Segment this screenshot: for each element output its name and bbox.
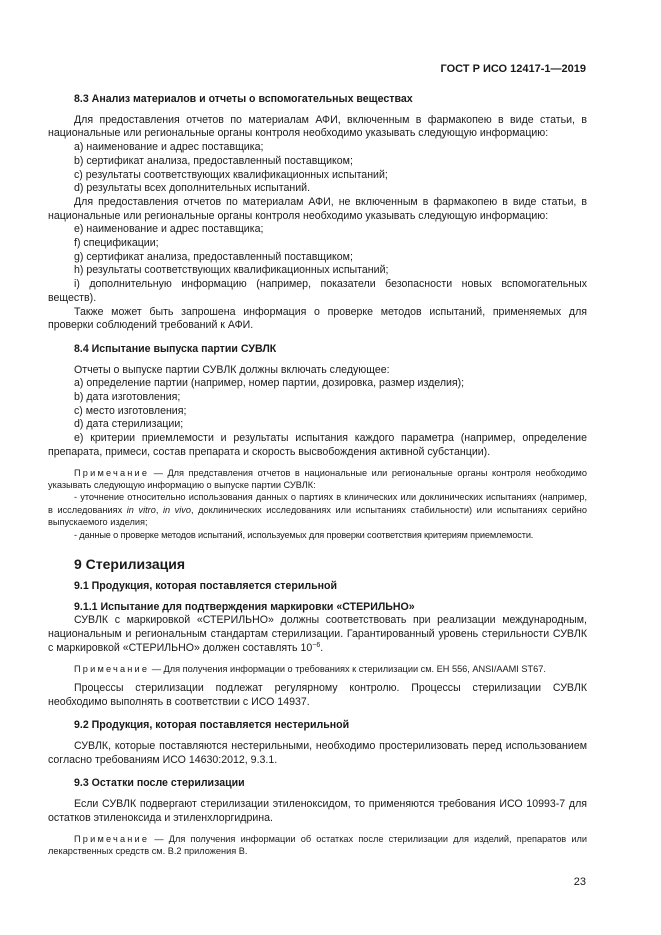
s83-paragraph-1: Для предоставления отчетов по материалам АФИ, включенным в фармакопею в виде статьи, в национальные или региональные органы контроля необходимо указывать следующую информацию: — [48, 113, 587, 140]
list-item: a) определение партии (например, номер партии, дозировка, размер изделия); — [74, 377, 465, 390]
list-item: g) сертификат анализа, предоставленный поставщиком; — [74, 250, 353, 263]
list-item-i: i) дополнительную информацию (например, показатели безопасности новых вспомогательных веществ). — [48, 278, 587, 304]
section-9-2-title: 9.2 Продукция, которая поставляется нестерильной — [74, 719, 350, 732]
s83-paragraph-2: Для предоставления отчетов по материалам АФИ, не включенным в фармакопею в виде статьи, в национальные или региональные органы контроля необходимо указывать следующую информацию: — [48, 195, 587, 222]
list-item: f) спецификации; — [74, 237, 159, 250]
note-label: Примечание — [74, 663, 150, 674]
standard-designation: ГОСТ Р ИСО 12417-1—2019 — [440, 63, 586, 75]
list-item: a) наименование и адрес поставщика; — [74, 141, 264, 154]
list-item-e: e) критерии приемлемости и результаты испытания каждого параметра (например, определение препарата, примеси, состав препарата и скорость высвобождения активной субстанции). — [48, 432, 587, 458]
list-item: d) результаты всех дополнительных испытаний. — [74, 182, 311, 195]
s93-note — [48, 833, 587, 858]
list-item: b) дата изготовления; — [74, 391, 181, 404]
note-label: Примечание — [74, 467, 150, 478]
note-text: — Для получения информации об остатках после стерилизации для изделий, препаратов или лекарственных средств см. В.2 приложения В. — [48, 833, 587, 856]
list-item: h) результаты соответствующих квалификационных испытаний; — [74, 264, 389, 277]
section-9-1-1-title: 9.1.1 Испытание для подтверждения маркировки «СТЕРИЛЬНО» — [74, 600, 415, 613]
s83-paragraph-3: Также может быть запрошена информация о проверке методов испытаний, применяемых для проверки соблюдений требований к АФИ. — [48, 305, 587, 332]
section-8-3-title: 8.3 Анализ материалов и отчеты о вспомогательных веществах — [74, 93, 413, 105]
section-9-1-title: 9.1 Продукция, которая поставляется стерильной — [74, 580, 337, 593]
s84-note — [48, 467, 587, 492]
note-label: Примечание — [74, 833, 150, 844]
note-text: — Для представления отчетов в национальные или региональные органы контроля необходимо указывать следующую информацию о выпуске партии СУВЛК: — [48, 467, 587, 490]
list-item: c) место изготовления; — [74, 404, 187, 417]
s92-paragraph: СУВЛК, которые поставляются нестерильными, необходимо простерилизовать перед использованием согласно требованиям ИСО 14630:2012, 9.3.1. — [48, 740, 587, 766]
list-item: c) результаты соответствующих квалификационных испытаний; — [74, 168, 388, 181]
s84-note-bullet-2: - данные о проверке методов испытаний, используемых для проверки соответствия критериям приемлемости. — [74, 529, 534, 540]
page-number: 23 — [573, 876, 586, 888]
section-9-title: 9 Стерилизация — [74, 556, 186, 573]
page-content — [48, 93, 587, 857]
s911-paragraph-2: Процессы стерилизации подлежат регулярному контролю. Процессы стерилизации СУВЛК необходимо выполнять в соответствии с ИСО 14937. — [48, 681, 587, 708]
note-text: — Для получения информации о требованиях к стерилизации см. ЕН 556, ANSI/AAMI ST67. — [149, 663, 546, 674]
section-9-3-title: 9.3 Остатки после стерилизации — [74, 777, 245, 790]
s84-note-bullet-1: - уточнение относительно использования данных о партиях в клинических или доклинических испытаниях (например, в исследованиях in vitro, in vivo, доклинических исследованиях или испытаниях стабильности) или испытаниях серийно выпускаемого изделия; — [48, 492, 587, 528]
list-item: e) наименование и адрес поставщика; — [74, 223, 264, 236]
list-item: b) сертификат анализа, предоставленный поставщиком; — [74, 154, 353, 167]
section-8-4-title: 8.4 Испытание выпуска партии СУВЛК — [74, 342, 277, 355]
s84-paragraph-1: Отчеты о выпуске партии СУВЛК должны включать следующее: — [74, 363, 390, 376]
list-item: d) дата стерилизации; — [74, 418, 184, 431]
s911-note — [48, 663, 587, 675]
s911-paragraph: СУВЛК с маркировкой «СТЕРИЛЬНО» должны соответствовать при реализации международным, национальным и региональным стандартам стерилизации. Гарантированный уровень стерильности СУВЛК с маркировкой «СТЕРИЛЬНО» должен составлять $10^{-6}$. — [48, 614, 587, 654]
s93-paragraph: Если СУВЛК подвергают стерилизации этиленоксидом, то применяются требования ИСО 10993-7 для остатков этиленоксида и этиленхлоргидрина. — [48, 798, 587, 824]
